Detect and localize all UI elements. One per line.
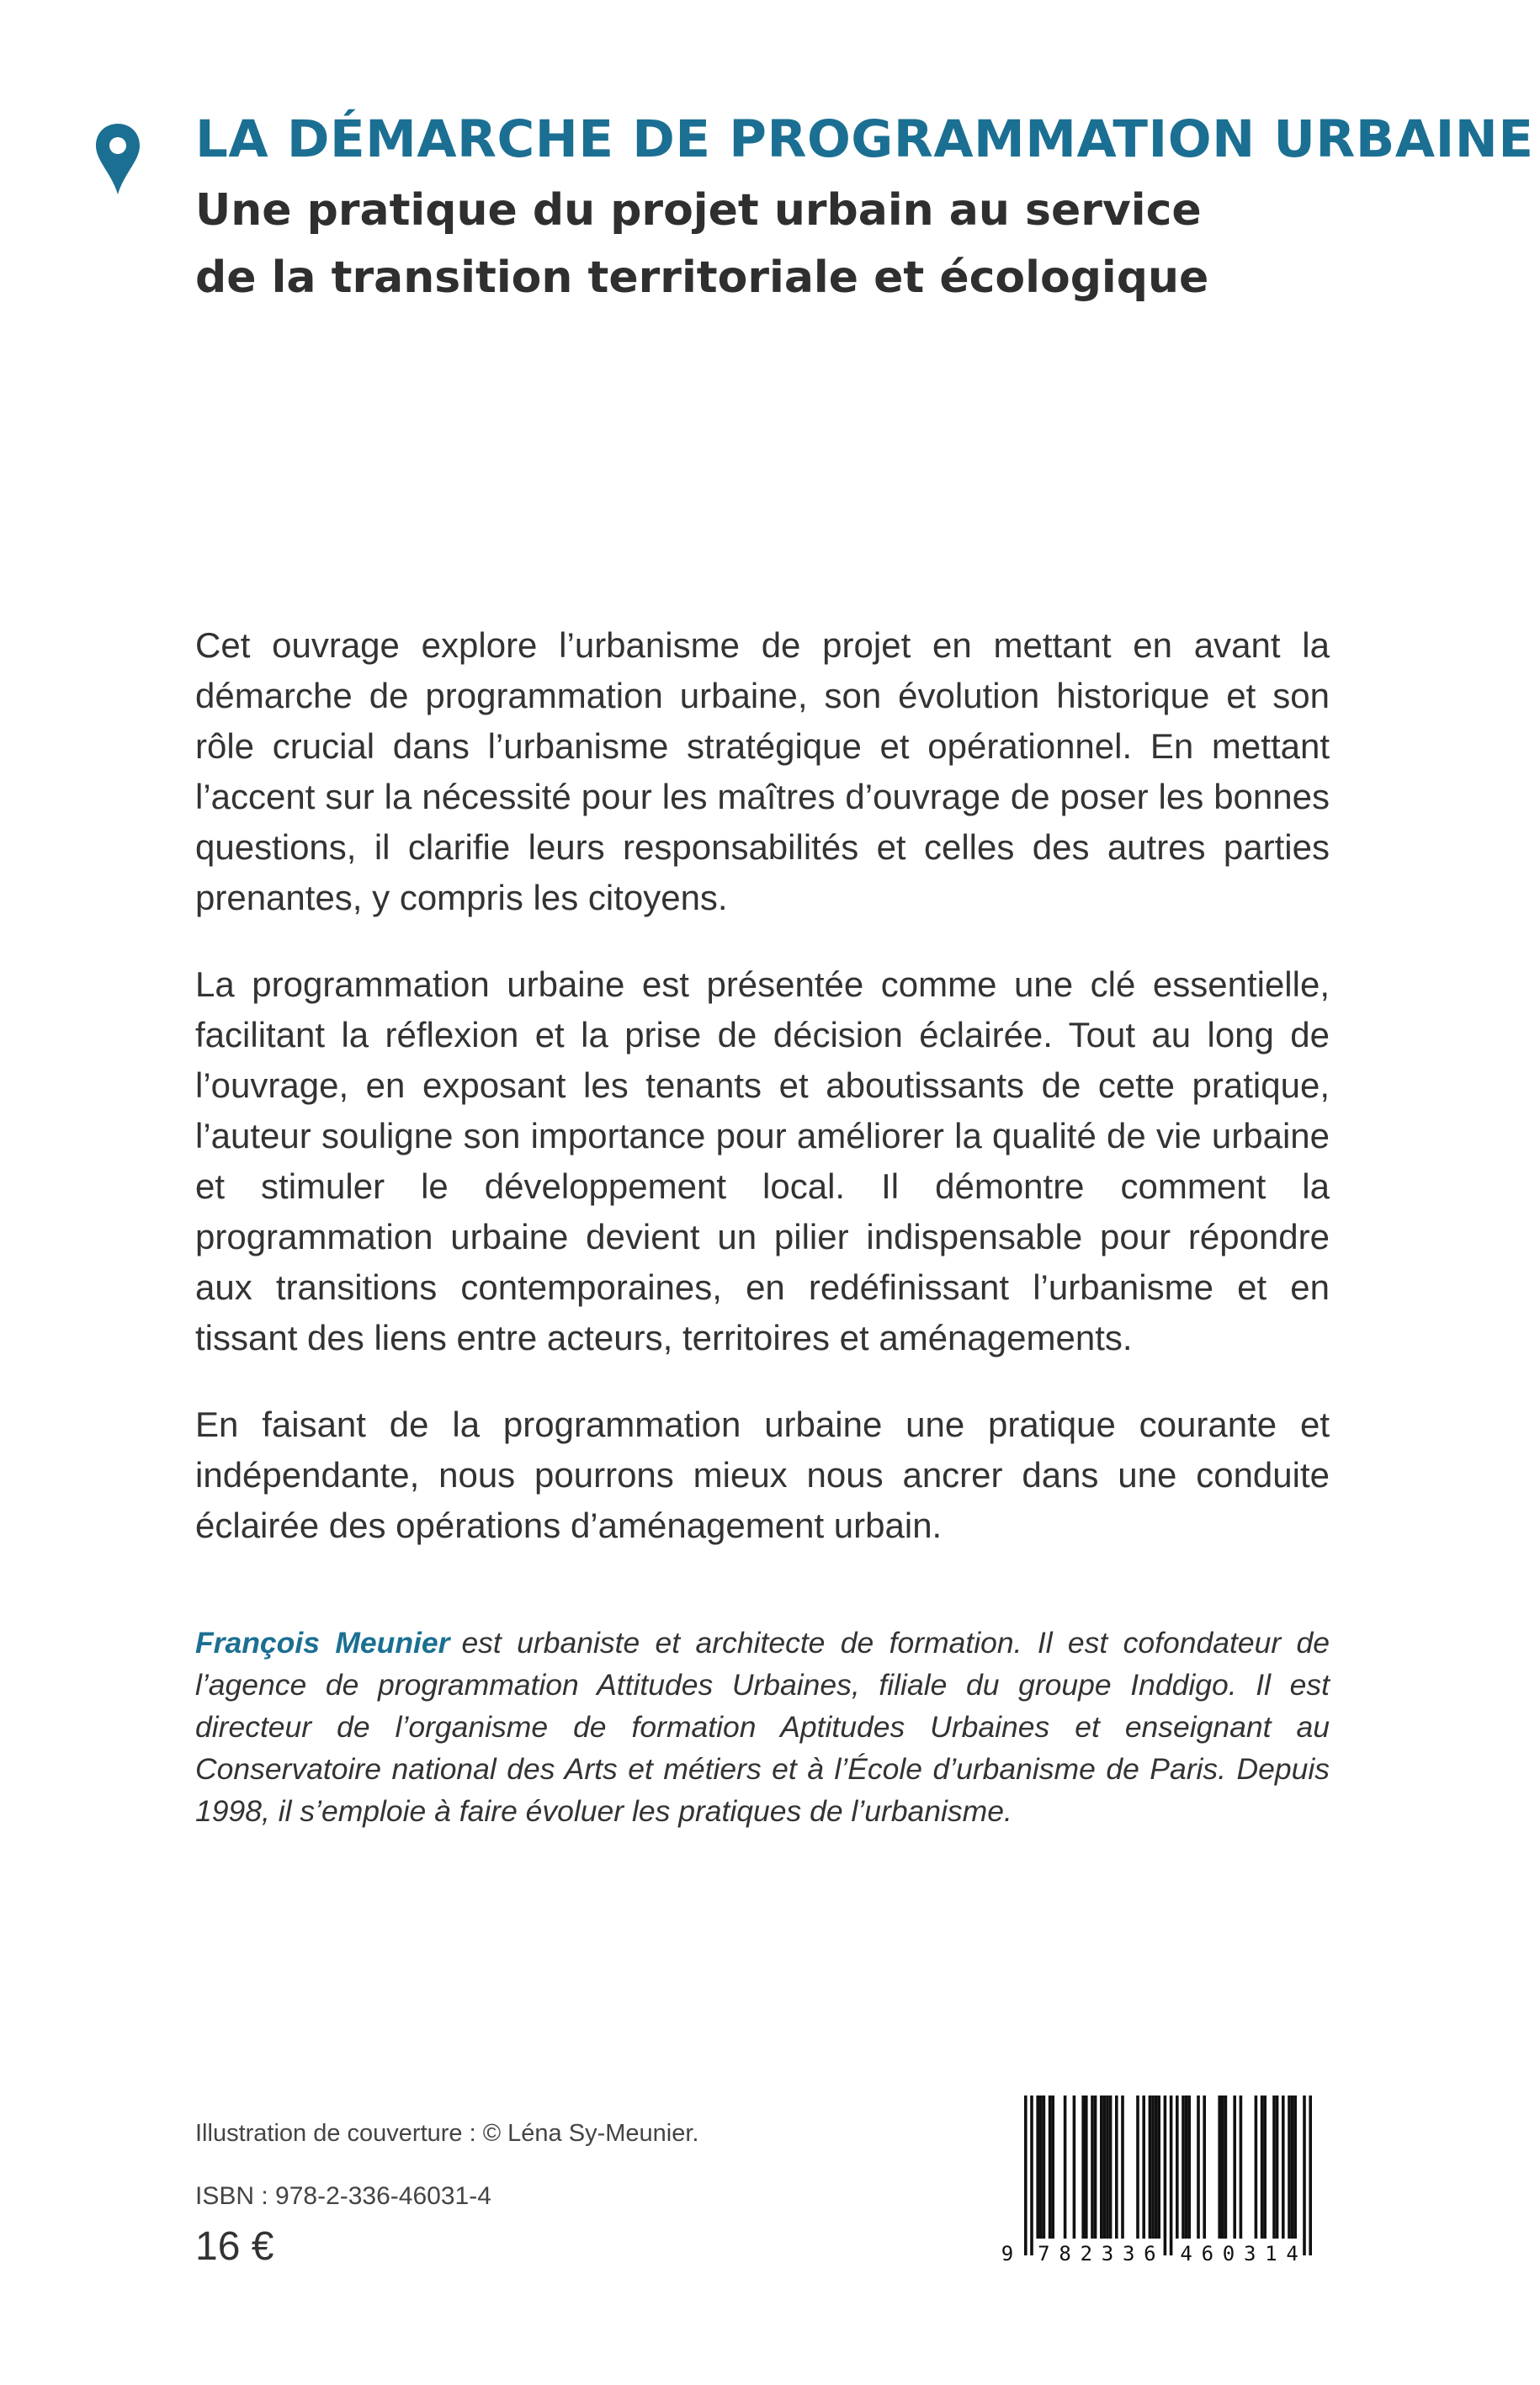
- barcode-bar: [1151, 2096, 1155, 2239]
- barcode-bar: [1164, 2096, 1167, 2255]
- blurb-paragraph-1: Cet ouvrage explore l’urbanisme de projet en mettant en avant la démarche de programmation urbaine, son évolution historique et son rôle crucial dans l’urbanisme stratégique et opérationnel. En mettant l’accent sur la nécessité pour les maîtres d’ouvrage de poser les bonnes questions, il clarifie leurs responsabilités et celles des autres parties prenantes, y compris les citoyens.: [195, 625, 1330, 917]
- barcode-bar: [1149, 2096, 1152, 2239]
- back-cover-blurb: [195, 620, 1330, 1587]
- barcode-bar: [1255, 2096, 1258, 2239]
- barcode-bar: [1282, 2096, 1285, 2239]
- barcode-digit: 6: [1144, 2242, 1156, 2265]
- barcode-bar: [1263, 2096, 1267, 2239]
- barcode-bar: [1233, 2096, 1236, 2239]
- barcode-digit: 4: [1286, 2242, 1298, 2265]
- barcode-bar: [1221, 2096, 1224, 2239]
- barcode-digit: 3: [1122, 2242, 1135, 2265]
- book-subtitle: [195, 177, 1441, 311]
- barcode-bar: [1170, 2096, 1173, 2255]
- isbn-barcode: [996, 2089, 1325, 2269]
- barcode-bar: [1187, 2096, 1191, 2239]
- barcode-bar: [1121, 2096, 1124, 2239]
- barcode-digit: 8: [1059, 2242, 1071, 2265]
- barcode-bar: [1136, 2096, 1139, 2239]
- barcode-bar: [1276, 2096, 1279, 2239]
- barcode-bar: [1030, 2096, 1033, 2255]
- barcode-bar: [1155, 2096, 1158, 2239]
- barcode-bar: [1176, 2096, 1179, 2239]
- subtitle-line-2: de la transition territoriale et écologique: [195, 252, 1209, 303]
- price: 16 €: [195, 2224, 274, 2269]
- book-title: LA DÉMARCHE DE PROGRAMMATION URBAINE: [195, 109, 1534, 169]
- barcode-bar: [1142, 2096, 1145, 2239]
- blurb-paragraph-3: En faisant de la programmation urbaine une pratique courante et indépendante, nous pourrons mieux nous ancrer dans une conduite éclairée des opérations d’aménagement urbain.: [195, 1405, 1330, 1545]
- barcode-bar: [1103, 2096, 1107, 2239]
- barcode-bar: [1185, 2096, 1188, 2239]
- barcode-bar: [1064, 2096, 1067, 2239]
- barcode-digit: 7: [1038, 2242, 1050, 2265]
- barcode-bar: [1039, 2096, 1043, 2239]
- author-biography: [195, 1622, 1330, 1832]
- barcode-bar: [1043, 2096, 1046, 2239]
- barcode-bar: [1293, 2096, 1297, 2239]
- barcode-digit: 4: [1180, 2242, 1192, 2265]
- barcode-digit: 6: [1201, 2242, 1214, 2265]
- barcode-bar: [1106, 2096, 1109, 2239]
- barcode-bar: [1272, 2096, 1276, 2239]
- barcode-digit: 3: [1243, 2242, 1256, 2265]
- barcode-bar: [1203, 2096, 1206, 2239]
- barcode-bar: [1091, 2096, 1094, 2239]
- barcode-bar: [1115, 2096, 1118, 2239]
- barcode-bar: [1109, 2096, 1113, 2239]
- barcode-bar: [1085, 2096, 1088, 2239]
- barcode-bar: [1049, 2096, 1052, 2239]
- author-name: François Meunier: [195, 1626, 450, 1660]
- barcode-bar: [1218, 2096, 1221, 2239]
- barcode-bar: [1303, 2096, 1306, 2255]
- barcode-bar: [1197, 2096, 1200, 2239]
- barcode-bar: [1081, 2096, 1085, 2239]
- isbn-number: ISBN : 978-2-336-46031-4: [195, 2182, 491, 2210]
- barcode-bar: [1224, 2096, 1228, 2239]
- barcode-digit: 1: [1265, 2242, 1277, 2265]
- barcode-digit: 2: [1080, 2242, 1093, 2265]
- barcode-digit: 3: [1101, 2242, 1114, 2265]
- barcode-bar: [1182, 2096, 1185, 2239]
- barcode-bar: [1024, 2096, 1028, 2255]
- author-bio-text: est urbaniste et architecte de formation. Il est cofondateur de l’agence de programmation Attitudes Urbaines, filiale du groupe Inddigo. Il est directeur de l’organisme de formation Aptitudes Urbaines et enseignant au Conservatoire national des Arts et métiers et à l’École d’urbanisme de Paris. Depuis 1998, il s’emploie à faire évoluer les pratiques de l’urbanisme.: [195, 1626, 1330, 1828]
- barcode-bar: [1157, 2096, 1160, 2239]
- barcode-bar: [1094, 2096, 1097, 2239]
- subtitle-line-1: Une pratique du projet urbain au service: [195, 185, 1202, 236]
- barcode-bar: [1240, 2096, 1243, 2239]
- barcode-bar: [1100, 2096, 1103, 2239]
- barcode-digit: 9: [1001, 2242, 1014, 2265]
- barcode-bar: [1261, 2096, 1264, 2239]
- barcode-bar: [1051, 2096, 1054, 2239]
- barcode-digit: 0: [1222, 2242, 1235, 2265]
- barcode-bar: [1309, 2096, 1312, 2255]
- barcode-bar: [1073, 2096, 1076, 2239]
- blurb-paragraph-2: La programmation urbaine est présentée comme une clé essentielle, facilitant la réflexion et la prise de décision éclairée. Tout au long de l’ouvrage, en exposant les tenants et aboutissants de cette pratique, l’auteur souligne son importance pour améliorer la qualité de vie urbaine et stimuler le développement local. Il démontre comment la programmation urbaine devient un pilier indispensable pour répondre aux transitions contemporaines, en redéfinissant l’urbanisme et en tissant des liens entre acteurs, territoires et aménagements.: [195, 964, 1330, 1357]
- barcode-bar: [1291, 2096, 1294, 2239]
- barcode-bar: [1036, 2096, 1039, 2239]
- barcode-bar: [1288, 2096, 1291, 2239]
- illustration-credit: Illustration de couverture : © Léna Sy-Meunier.: [195, 2120, 699, 2147]
- map-pin-icon: [94, 122, 141, 196]
